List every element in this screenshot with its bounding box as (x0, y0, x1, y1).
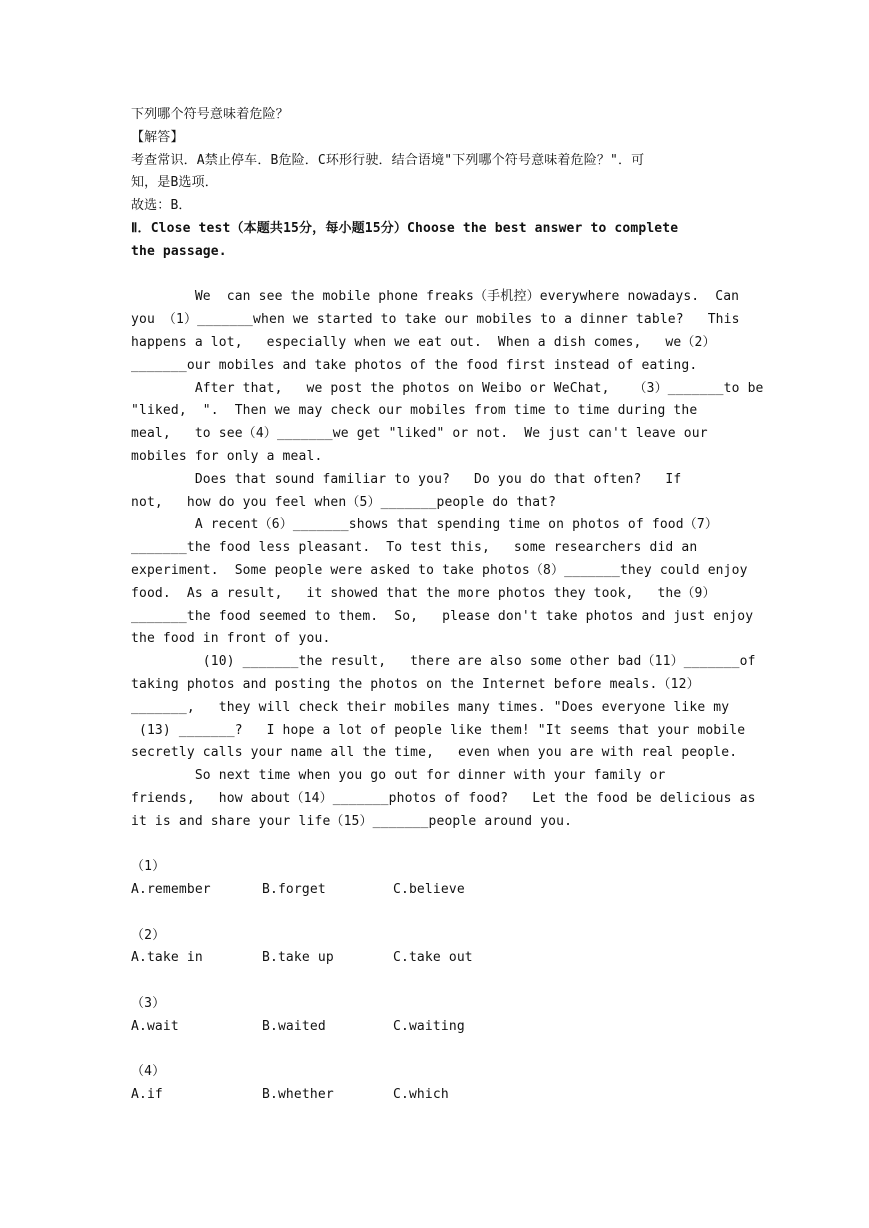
passage-line: After that, we post the photos on Weibo or WeChat, （3）_______to be (131, 380, 764, 396)
passage-line: experiment. Some people were asked to take photos（8）_______they could enjoy (131, 562, 748, 578)
question-block (131, 993, 751, 1039)
answer-choice-line: 故选：B． (131, 198, 192, 214)
section-title: Ⅱ．Close test（本题共15分，每小题15分）Choose the best answer to complete (131, 220, 679, 236)
document-page (131, 104, 764, 1107)
option-c[interactable]: C.take out (393, 950, 473, 966)
option-b[interactable]: B.take up (262, 950, 334, 966)
spacer (131, 834, 751, 857)
passage-line: _______the food less pleasant. To test this, some researchers did an (131, 540, 698, 556)
question-number: （3） (131, 996, 166, 1012)
passage-line: the food in front of you. (131, 631, 331, 647)
explanation-line: 考查常识．A禁止停车．B危险．C环形行驶．结合语境"下列哪个符号意味着危险？"．可 (131, 152, 645, 168)
passage-line: meal, to see（4）_______we get "liked" or not. We just can't leave our (131, 426, 708, 442)
option-a[interactable]: A.if (131, 1087, 163, 1103)
question-number: （1） (131, 859, 166, 875)
passage (131, 286, 764, 833)
passage-line: _______, they will check their mobiles many times. "Does everyone like my (131, 699, 730, 715)
passage-line: taking photos and posting the photos on the Internet before meals.（12） (131, 676, 700, 692)
option-row (131, 947, 751, 970)
section-title-cont: the passage. (131, 243, 227, 259)
question-block (131, 1061, 751, 1107)
passage-line: it is and share your life（15）_______people around you. (131, 813, 573, 829)
passage-line: We can see the mobile phone freaks（手机控）everywhere nowadays. Can (131, 289, 740, 305)
option-a[interactable]: A.wait (131, 1018, 179, 1034)
passage-line: So next time when you go out for dinner with your family or (131, 768, 666, 784)
spacer (131, 902, 751, 925)
question-line: 下列哪个符号意味着危险？ (131, 107, 289, 122)
question-block (131, 925, 751, 971)
passage-line: happens a lot, especially when we eat out. When a dish comes, we（2） (131, 334, 716, 350)
question-block (131, 856, 751, 902)
passage-line: food. As a result, it showed that the more photos they took, the（9） (131, 585, 716, 601)
answer-heading: 【解答】 (131, 129, 184, 145)
option-row (131, 1016, 751, 1039)
option-row (131, 879, 751, 902)
passage-line: _______our mobiles and take photos of the food first instead of eating. (131, 357, 698, 373)
explanation-line: 知，是B选项． (131, 175, 218, 191)
spacer (131, 970, 751, 993)
passage-line: A recent（6）_______shows that spending time on photos of food（7） (131, 517, 719, 533)
passage-line: (13) _______? I hope a lot of people like them! "It seems that your mobile (131, 722, 746, 738)
question-number: （4） (131, 1064, 166, 1080)
option-b[interactable]: B.whether (262, 1087, 334, 1103)
passage-line: Does that sound familiar to you? Do you do that often? If (131, 471, 682, 487)
option-c[interactable]: C.which (393, 1087, 449, 1103)
passage-line: friends, how about（14）_______photos of food? Let the food be delicious as (131, 790, 756, 806)
option-b[interactable]: B.forget (262, 882, 326, 898)
passage-line: mobiles for only a meal. (131, 448, 323, 464)
spacer (131, 1039, 751, 1062)
passage-line: you （1）_______when we started to take our mobiles to a dinner table? This (131, 312, 740, 328)
passage-line: (10) _______the result, there are also some other bad（11）_______of (131, 654, 756, 670)
passage-line: _______the food seemed to them. So, please don't take photos and just enjoy (131, 608, 754, 624)
option-a[interactable]: A.remember (131, 882, 211, 898)
option-row (131, 1084, 751, 1107)
question-number: （2） (131, 927, 166, 943)
passage-line: not, how do you feel when（5）_______people do that? (131, 494, 557, 510)
passage-line: secretly calls your name all the time, even when you are with real people. (131, 745, 738, 761)
passage-line: "liked, ". Then we may check our mobiles from time to time during the (131, 403, 698, 419)
option-a[interactable]: A.take in (131, 950, 203, 966)
option-c[interactable]: C.waiting (393, 1018, 465, 1034)
option-c[interactable]: C.believe (393, 882, 465, 898)
spacer (131, 264, 751, 287)
option-b[interactable]: B.waited (262, 1018, 326, 1034)
